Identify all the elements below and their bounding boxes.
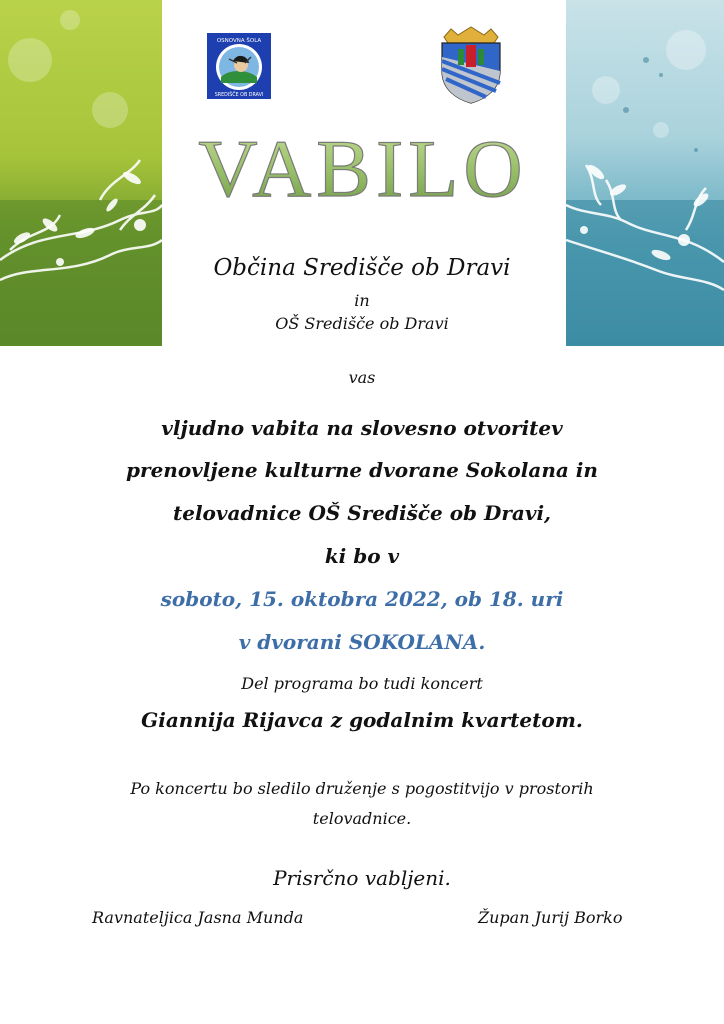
invitation-line-3: telovadnice OŠ Središče ob Dravi,	[172, 501, 552, 525]
invitation-line-1: vljudno vabita na slovesno otvoritev	[161, 416, 563, 440]
you-text: vas	[348, 368, 376, 387]
school-logo-text-top: OSNOVNA ŠOLA	[216, 38, 262, 44]
closing-line-2: telovadnice.	[312, 809, 412, 828]
event-date: soboto, 15. oktobra 2022, ob 18. uri	[160, 587, 564, 611]
event-place: v dvorani SOKOLANA.	[238, 630, 486, 654]
municipality-name: Občina Središče ob Dravi	[213, 255, 511, 281]
page-title	[198, 118, 528, 214]
invitation-line-2: prenovljene kulturne dvorane Sokolana in	[126, 458, 598, 482]
school-logo	[207, 33, 271, 99]
signature-mayor: Župan Jurij Borko	[478, 908, 623, 927]
conjunction-text: in	[354, 291, 370, 310]
welcome-text: Prisrčno vabljeni.	[273, 866, 451, 890]
program-intro: Del programa bo tudi koncert	[241, 674, 483, 693]
invitation-line-4: ki bo v	[324, 544, 400, 568]
signature-principal: Ravnateljica Jasna Munda	[92, 908, 304, 927]
school-logo-text-bottom: SREDIŠČE OB DRAVI	[214, 93, 264, 98]
program-performer: Giannija Rijavca z godalnim kvartetom.	[141, 708, 583, 732]
title-text: VABILO	[198, 123, 528, 214]
municipality-crest	[436, 27, 506, 103]
school-name: OŠ Središče ob Dravi	[275, 314, 449, 333]
closing-line-1: Po koncertu bo sledilo druženje s pogostitvijo v prostorih	[130, 779, 594, 798]
